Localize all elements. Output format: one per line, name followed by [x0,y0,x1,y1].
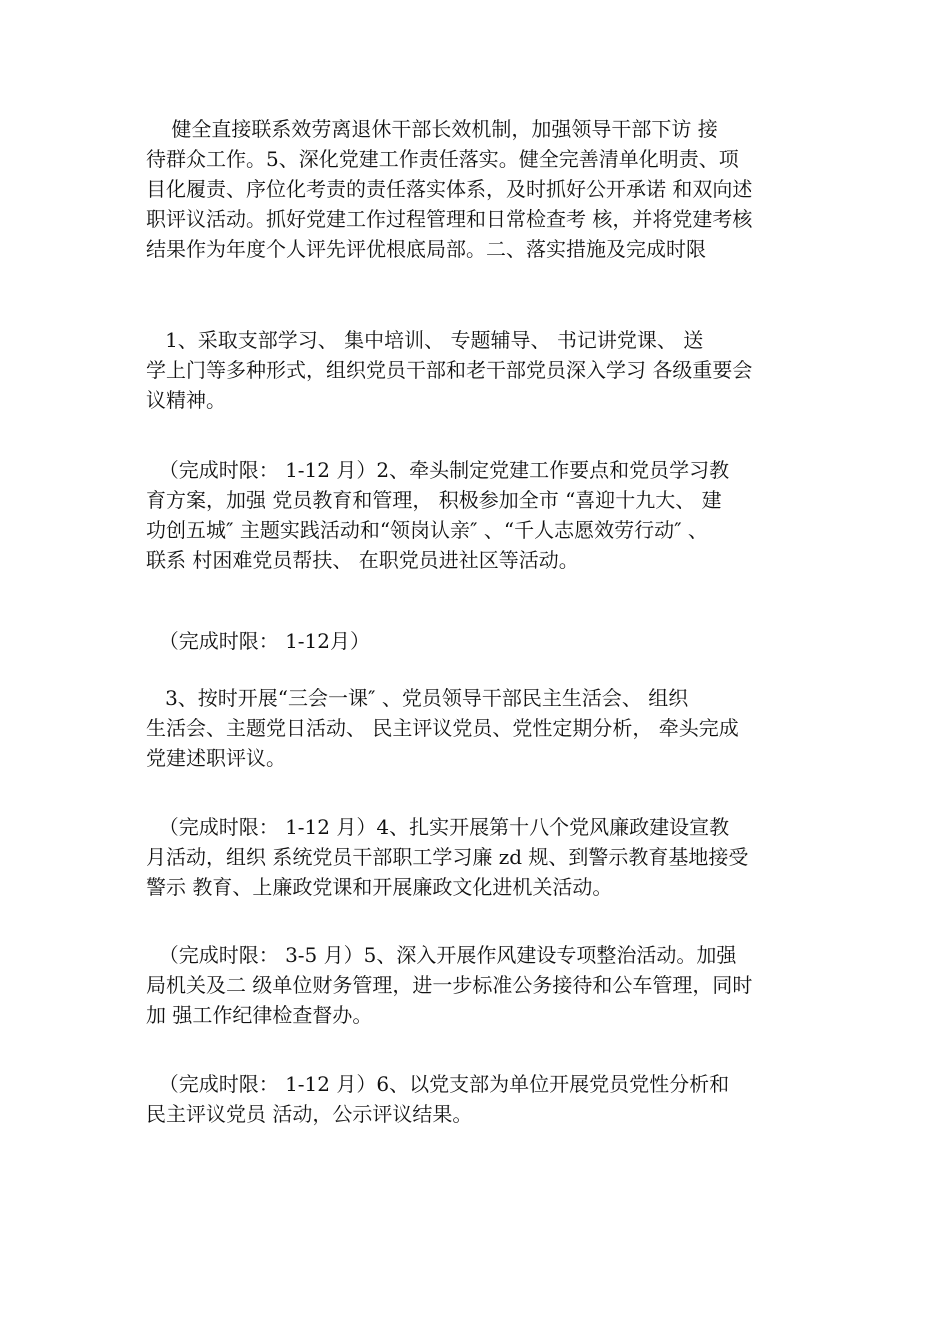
paragraph-line: 结果作为年度个人评先评优根底局部。二、落实措施及完成时限 [146,237,706,261]
paragraph-line: 3、按时开展“三会一课″ 、党员领导干部民主生活会、 组织 [146,686,689,710]
paragraph-line: （完成时限： 1-12 月）2、牵头制定党建工作要点和党员学习教 [146,458,730,482]
paragraph-line: 1、采取支部学习、 集中培训、 专题辅导、 书记讲党课、 送 [146,328,704,352]
paragraph-line: （完成时限： 1-12 月）6、以党支部为单位开展党员党性分析和 [146,1072,730,1096]
paragraph-line: 月活动，组织 系统党员干部职工学习廉 zd 规、到警示教育基地接受 [146,845,749,869]
paragraph-line: 职评议活动。抓好党建工作过程管理和日常检查考 核，并将党建考核 [146,207,753,231]
paragraph-line: 党建述职评议。 [146,746,286,770]
paragraph-6 [146,940,826,1030]
paragraph-line: 育方案，加强 党员教育和管理， 积极参加全市 “喜迎十九大、 建 [146,488,722,512]
paragraph-line: 联系 村困难党员帮扶、 在职党员进社区等活动。 [146,548,579,572]
paragraph-line: 议精神。 [146,388,226,412]
paragraph-line: 加 强工作纪律检查督办。 [146,1003,373,1027]
paragraph-line: （完成时限： 1-12月） [146,629,371,653]
paragraph-5 [146,812,826,902]
paragraph-4 [146,683,826,773]
paragraph-1 [146,325,826,415]
paragraph-3 [146,626,826,656]
paragraph-line: 学上门等多种形式，组织党员干部和老干部党员深入学习 各级重要会 [146,358,753,382]
paragraph-0 [146,114,826,264]
paragraph-line: 目化履责、序位化考责的责任落实体系，及时抓好公开承诺 和双向述 [146,177,753,201]
paragraph-line: 生活会、主题党日活动、 民主评议党员、党性定期分析， 牵头完成 [146,716,739,740]
paragraph-line: 功创五城″ 主题实践活动和“领岗认亲″ 、“千人志愿效劳行动″ 、 [146,518,708,542]
paragraph-line: 民主评议党员 活动，公示评议结果。 [146,1102,473,1126]
paragraph-line: 健全直接联系效劳离退休干部长效机制，加强领导干部下访 接 [146,117,718,141]
paragraph-2 [146,455,826,575]
paragraph-line: 待群众工作。5、深化党建工作责任落实。健全完善清单化明责、项 [146,147,739,171]
paragraph-7 [146,1069,826,1129]
paragraph-line: 警示 教育、上廉政党课和开展廉政文化进机关活动。 [146,875,613,899]
paragraph-line: （完成时限： 1-12 月）4、扎实开展第十八个党风廉政建设宣教 [146,815,730,839]
paragraph-line: 局机关及二 级单位财务管理，进一步标准公务接待和公车管理，同时 [146,973,753,997]
paragraph-line: （完成时限： 3-5 月）5、深入开展作风建设专项整治活动。加强 [146,943,737,967]
